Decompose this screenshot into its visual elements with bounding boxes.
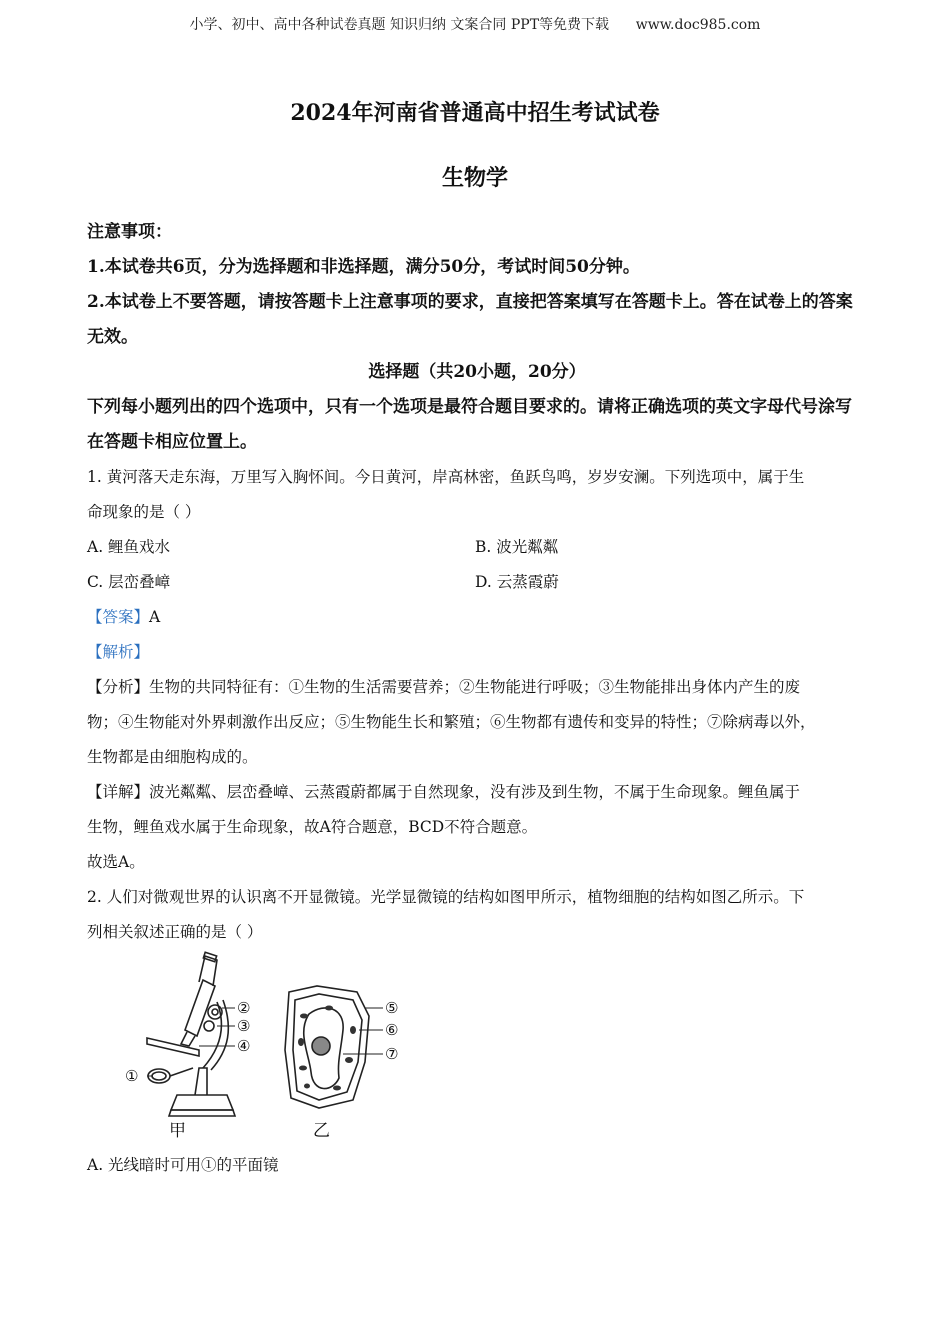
q2-stem-line1: 2. 人们对微观世界的认识离不开显微镜。光学显微镜的结构如图甲所示，植物细胞的结构如图乙所示。下 (87, 888, 805, 906)
page-header (0, 14, 950, 34)
xiangjie-text-1: 波光粼粼、层峦叠嶂、云蒸霞蔚都属于自然现象，没有涉及到生物，不属于生命现象。鲤鱼属于 (149, 783, 801, 801)
marker-6: ⑥ (385, 1021, 399, 1039)
page-content (87, 215, 867, 1183)
q1-xiangjie-line2: 生物，鲤鱼戏水属于生命现象，故A符合题意，BCD不符合题意。 (87, 818, 538, 836)
label-yi: 乙 (313, 1121, 330, 1141)
marker-7: ⑦ (385, 1045, 399, 1063)
microscope-drawing (147, 952, 235, 1116)
q2-figure (87, 950, 867, 1148)
marker-2: ② (237, 999, 251, 1017)
q1-option-b: B. 波光粼粼 (475, 538, 559, 556)
figure-svg (107, 950, 407, 1148)
label-jia: 甲 (169, 1121, 186, 1141)
q1-fenxi-line2: 物；④生物能对外界刺激作出反应；⑤生物能生长和繁殖；⑥生物都有遗传和变异的特性；⑦除病毒以外， (87, 713, 816, 731)
q1-analysis-tag: 【解析】 (87, 643, 150, 661)
fenxi-text-1: 生物的共同特征有：①生物的生活需要营养；②生物能进行呼吸；③生物能排出身体内产生的废 (149, 678, 801, 696)
q2-stem-line2: 列相关叙述正确的是（ ） (87, 923, 263, 941)
q2-option-a: A. 光线暗时可用①的平面镜 (87, 1156, 279, 1174)
q1-fenxi-line3: 生物都是由细胞构成的。 (87, 748, 258, 766)
answer-value: A (149, 608, 161, 626)
header-banner: 小学、初中、高中各种试卷真题 知识归纳 文案合同 PPT等免费下载 (189, 17, 610, 33)
q1-conclusion: 故选A。 (87, 853, 145, 871)
xiangjie-tag: 【详解】 (87, 783, 150, 801)
header-site[interactable]: www.doc985.com (635, 17, 761, 33)
section-instruction: 下列每小题列出的四个选项中，只有一个选项是最符合题目要求的。请将正确选项的英文字母代号涂写在答题卡相应位置上。 (87, 397, 852, 452)
answer-tag: 【答案】 (87, 608, 150, 626)
fenxi-tag: 【分析】 (87, 678, 150, 696)
q1-xiangjie-line1 (87, 775, 867, 810)
q1-stem-line1: 1. 黄河落天走东海，万里写入胸怀间。今日黄河，岸高林密，鱼跃鸟鸣，岁岁安澜。下列选项中，属于生 (87, 468, 805, 486)
q1-options-row2 (87, 565, 867, 600)
q1-option-a: A. 鲤鱼戏水 (87, 538, 171, 556)
section-title: 选择题（共20小题，20分） (368, 362, 586, 382)
marker-4: ④ (237, 1037, 251, 1055)
exam-title: 2024年河南省普通高中招生考试试卷 (290, 100, 660, 126)
marker-3: ③ (237, 1017, 251, 1035)
marker-5: ⑤ (385, 999, 399, 1017)
q1-stem-line2: 命现象的是（ ） (87, 503, 201, 521)
marker-1: ① (125, 1067, 139, 1085)
q1-option-c: C. 层峦叠嶂 (87, 573, 171, 591)
q1-options-row1 (87, 530, 867, 565)
cell-leaders (343, 1008, 383, 1054)
cell-drawing (285, 986, 369, 1108)
q1-answer (87, 600, 867, 635)
notice-item-2: 2.本试卷上不要答题，请按答题卡上注意事项的要求，直接把答案填写在答题卡上。答在试卷上的答案无效。 (87, 292, 853, 347)
q1-option-d: D. 云蒸霞蔚 (475, 573, 559, 591)
exam-subject: 生物学 (441, 165, 508, 191)
q1-fenxi-line1 (87, 670, 867, 705)
notice-heading: 注意事项： (87, 222, 172, 242)
notice-item-1: 1.本试卷共6页，分为选择题和非选择题，满分50分，考试时间50分钟。 (87, 257, 640, 277)
